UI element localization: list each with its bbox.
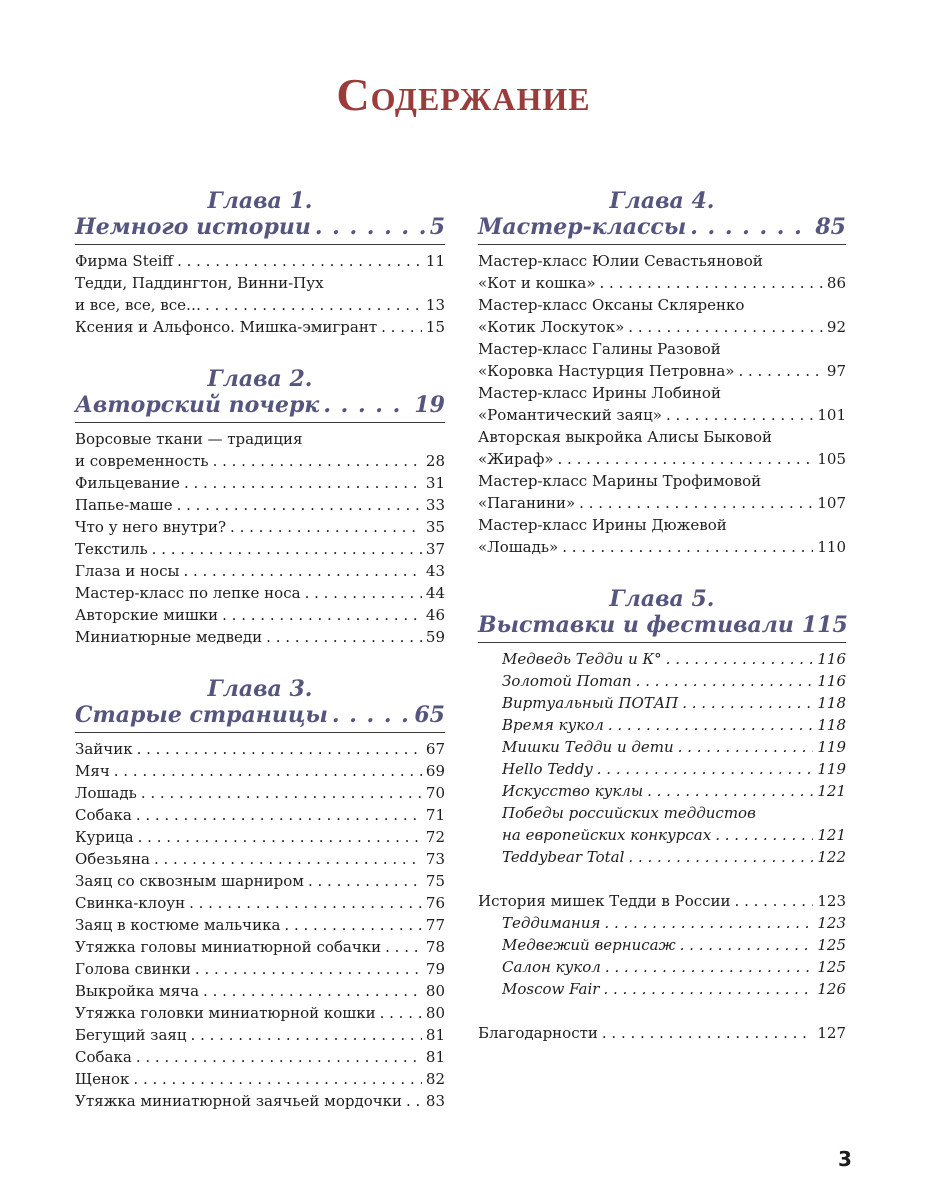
chapter-number: Глава 3. <box>207 676 313 702</box>
dot-leader <box>284 914 422 936</box>
entry-page: 44 <box>425 584 445 602</box>
entry-title: Hello Teddy <box>502 760 593 778</box>
chapter-title-row[interactable] <box>478 214 846 240</box>
toc-entry[interactable] <box>478 404 846 426</box>
dot-leader <box>562 536 813 558</box>
entry-title: Мяч <box>75 762 110 780</box>
toc-subentry[interactable] <box>478 780 846 802</box>
entry-page: 110 <box>817 538 846 556</box>
toc-entry[interactable] <box>75 250 445 272</box>
entry-title: Теддимания <box>502 914 601 932</box>
chapter-3 <box>75 676 445 1112</box>
toc-entry[interactable] <box>75 738 445 760</box>
toc-entry[interactable] <box>75 450 445 472</box>
toc-entry[interactable] <box>478 272 846 294</box>
chapter-page: 65 <box>414 702 445 728</box>
chapter-title: Мастер-классы <box>478 214 687 240</box>
chapter-1 <box>75 188 445 338</box>
toc-entry[interactable] <box>75 958 445 980</box>
toc-entry[interactable] <box>478 492 846 514</box>
chapter-divider <box>478 244 846 245</box>
chapter-page: 115 <box>801 612 848 638</box>
entry-page: 127 <box>817 1024 846 1042</box>
chapter-5 <box>478 586 846 868</box>
dot-leader <box>308 870 422 892</box>
dot-leader <box>183 560 421 582</box>
chapter-title: Выставки и фестивали <box>478 612 794 638</box>
toc-entry[interactable] <box>75 936 445 958</box>
entry-title: Текстиль <box>75 540 148 558</box>
chapter-title-row[interactable] <box>478 612 846 638</box>
dot-leader <box>138 826 422 848</box>
dot-leader <box>636 670 814 692</box>
entry-title-line1[interactable]: Авторская выкройка Алисы Быковой <box>478 428 772 446</box>
dot-leader <box>558 448 814 470</box>
entry-page: 46 <box>425 606 445 624</box>
entry-page: 126 <box>817 980 846 998</box>
entry-title: Заяц со сквозным шарниром <box>75 872 304 890</box>
entry-page: 105 <box>817 450 846 468</box>
entry-title: Собака <box>75 1048 132 1066</box>
chapter-page: 19 <box>414 392 445 418</box>
dot-leader <box>152 538 422 560</box>
toc-right-column <box>478 188 846 1044</box>
toc-entry[interactable] <box>478 890 846 912</box>
entry-title: Лошадь <box>75 784 137 802</box>
entry-page: 67 <box>425 740 445 758</box>
entry-page: 86 <box>826 274 846 292</box>
dot-leader <box>266 626 422 648</box>
dot-leader <box>154 848 422 870</box>
entry-page: 81 <box>425 1048 445 1066</box>
entry-title: «Коровка Настурция Петровна» <box>478 362 735 380</box>
dot-leader <box>133 1068 422 1090</box>
dot-leader <box>222 604 422 626</box>
entry-page: 37 <box>425 540 445 558</box>
toc-entry[interactable] <box>75 760 445 782</box>
entry-title-line1[interactable]: Ворсовые ткани — традиция <box>75 430 303 448</box>
toc-entry[interactable] <box>75 1090 445 1112</box>
entry-page: 77 <box>425 916 445 934</box>
dot-leader <box>385 936 422 958</box>
dot-leader <box>213 450 422 472</box>
entry-title: Зайчик <box>75 740 133 758</box>
entry-title: Собака <box>75 806 132 824</box>
chapter-title: Авторский почерк <box>75 392 320 418</box>
toc-subentry[interactable] <box>478 692 846 714</box>
entry-page: 118 <box>817 716 846 734</box>
dot-leader <box>738 360 822 382</box>
entry-title: Обезьяна <box>75 850 150 868</box>
chapter-number: Глава 4. <box>609 188 715 214</box>
toc-entry[interactable] <box>75 472 445 494</box>
history-section <box>478 890 846 1000</box>
entry-title-line1[interactable]: Мастер-класс Марины Трофимовой <box>478 472 762 490</box>
toc-entry[interactable] <box>75 1002 445 1024</box>
dot-leader <box>205 294 422 316</box>
toc-entry[interactable] <box>75 804 445 826</box>
entry-title: на европейских конкурсах <box>502 826 712 844</box>
chapter-divider <box>75 244 445 245</box>
dot-leader <box>315 214 426 240</box>
entry-page: 82 <box>425 1070 445 1088</box>
entry-title-line1[interactable]: Мастер-класс Оксаны Скляренко <box>478 296 745 314</box>
dot-leader <box>604 912 813 934</box>
dot-leader <box>189 892 422 914</box>
entry-page: 83 <box>425 1092 445 1110</box>
entry-title: Виртуальный ПОТАП <box>502 694 679 712</box>
toc-subentry[interactable] <box>478 934 846 956</box>
toc-entry[interactable] <box>75 870 445 892</box>
chapter-2 <box>75 366 445 648</box>
entry-page: 121 <box>817 826 846 844</box>
toc-entry[interactable] <box>75 848 445 870</box>
entry-title: Медвежий вернисаж <box>502 936 676 954</box>
entry-title: Заяц в костюме мальчика <box>75 916 281 934</box>
toc-subentry[interactable] <box>478 978 846 1000</box>
dot-leader <box>603 978 813 1000</box>
entry-title: «Лошадь» <box>478 538 559 556</box>
entry-page: 123 <box>817 892 846 910</box>
toc-entry[interactable] <box>75 560 445 582</box>
entry-page: 123 <box>817 914 846 932</box>
dot-leader <box>141 782 422 804</box>
entry-title: Свинка-клоун <box>75 894 186 912</box>
entry-page: 121 <box>817 782 846 800</box>
entry-page: 119 <box>817 738 846 756</box>
entry-title: Фирма Steiff <box>75 252 174 270</box>
dot-leader <box>380 1002 422 1024</box>
toc-entry[interactable] <box>75 892 445 914</box>
toc-entry[interactable] <box>478 536 846 558</box>
chapter-title: Старые страницы <box>75 702 328 728</box>
entry-title: Медведь Тедди и К° <box>502 650 662 668</box>
toc-subentry[interactable] <box>478 736 846 758</box>
dot-leader <box>678 736 814 758</box>
entry-page: 11 <box>425 252 445 270</box>
entry-page: 92 <box>826 318 846 336</box>
toc-entry[interactable] <box>75 494 445 516</box>
entry-title: и современность <box>75 452 209 470</box>
dot-leader <box>406 1090 422 1112</box>
chapter-divider <box>75 732 445 733</box>
dot-leader <box>666 404 813 426</box>
toc-entry[interactable] <box>75 782 445 804</box>
page-title: Содержание <box>336 69 591 120</box>
dot-leader <box>628 316 823 338</box>
dot-leader <box>136 804 422 826</box>
toc-subentry[interactable] <box>478 846 846 868</box>
dot-leader <box>715 824 813 846</box>
dot-leader <box>735 890 814 912</box>
dot-leader <box>579 492 813 514</box>
toc-subentry[interactable] <box>478 912 846 934</box>
toc-entry[interactable] <box>75 582 445 604</box>
entry-page: 116 <box>817 650 846 668</box>
entry-page: 97 <box>826 362 846 380</box>
entry-title: «Котик Лоскуток» <box>478 318 625 336</box>
entry-page: 78 <box>425 938 445 956</box>
entry-title: Что у него внутри? <box>75 518 227 536</box>
entry-title: Мишки Тедди и дети <box>502 738 674 756</box>
toc-entry[interactable] <box>75 1068 445 1090</box>
entry-page: 72 <box>425 828 445 846</box>
dot-leader <box>332 702 411 728</box>
entry-title: Выкройка мяча <box>75 982 200 1000</box>
entry-page: 35 <box>425 518 445 536</box>
chapter-divider <box>75 422 445 423</box>
entry-title: Благодарности <box>478 1024 598 1042</box>
chapter-title-row[interactable] <box>75 702 445 728</box>
entry-title: Салон кукол <box>502 958 601 976</box>
entry-page: 73 <box>425 850 445 868</box>
entry-page: 15 <box>425 318 445 336</box>
dot-leader <box>647 780 813 802</box>
dot-leader <box>680 934 814 956</box>
entry-page: 71 <box>425 806 445 824</box>
entry-title: Золотой Потап <box>502 672 632 690</box>
entry-page: 116 <box>817 672 846 690</box>
toc-entry[interactable] <box>75 1046 445 1068</box>
toc-entry[interactable] <box>478 316 846 338</box>
dot-leader <box>177 494 422 516</box>
entry-title: Авторские мишки <box>75 606 219 624</box>
chapter-number: Глава 1. <box>207 188 313 214</box>
dot-leader <box>230 516 422 538</box>
toc-entry[interactable] <box>75 516 445 538</box>
dot-leader <box>195 958 422 980</box>
toc-entry[interactable] <box>75 914 445 936</box>
dot-leader <box>602 1022 813 1044</box>
entry-title: Фильцевание <box>75 474 180 492</box>
entry-title: История мишек Тедди в России <box>478 892 731 910</box>
toc-subentry[interactable] <box>478 670 846 692</box>
entry-title: Голова свинки <box>75 960 191 978</box>
toc-entry[interactable] <box>75 1024 445 1046</box>
chapter-number: Глава 2. <box>207 366 313 392</box>
entry-title: Папье-маше <box>75 496 173 514</box>
entry-page: 75 <box>425 872 445 890</box>
entry-title-line1[interactable]: Мастер-класс Юлии Севастьяновой <box>478 252 763 270</box>
entry-title: Мастер-класс по лепке носа <box>75 584 301 602</box>
entry-page: 76 <box>425 894 445 912</box>
entry-title: Утяжка головки миниатюрной кошки <box>75 1004 376 1022</box>
toc-subentry[interactable] <box>478 758 846 780</box>
dot-leader <box>191 1024 422 1046</box>
entry-page: 13 <box>425 296 445 314</box>
dot-leader <box>628 846 813 868</box>
dot-leader <box>203 980 422 1002</box>
chapter-title-row[interactable] <box>75 392 445 418</box>
entry-page: 31 <box>425 474 445 492</box>
dot-leader <box>323 392 410 418</box>
entry-page: 125 <box>817 936 846 954</box>
toc-entry[interactable] <box>75 626 445 648</box>
toc-entry[interactable] <box>75 316 445 338</box>
toc-entry[interactable] <box>75 604 445 626</box>
entry-title: Время кукол <box>502 716 604 734</box>
entry-page: 28 <box>425 452 445 470</box>
chapter-number: Глава 5. <box>609 586 715 612</box>
dot-leader <box>600 272 823 294</box>
entry-title: Искусство куклы <box>502 782 644 800</box>
entry-title: Щенок <box>75 1070 130 1088</box>
dot-leader <box>136 1046 422 1068</box>
entry-title: «Жираф» <box>478 450 554 468</box>
entry-page: 81 <box>425 1026 445 1044</box>
entry-title-line1[interactable]: Мастер-класс Ирины Лобиной <box>478 384 721 402</box>
entry-page: 119 <box>817 760 846 778</box>
dot-leader <box>682 692 813 714</box>
entry-page: 59 <box>425 628 445 646</box>
entry-page: 70 <box>425 784 445 802</box>
entry-title-line1[interactable]: Мастер-класс Ирины Дюжевой <box>478 516 727 534</box>
toc-entry[interactable] <box>75 980 445 1002</box>
entry-title: Миниатюрные медведи <box>75 628 263 646</box>
toc-entry[interactable] <box>75 826 445 848</box>
chapter-page: 85 <box>815 214 846 240</box>
dot-leader <box>137 738 422 760</box>
chapter-divider <box>478 642 846 643</box>
entry-page: 107 <box>817 494 846 512</box>
entry-title-line1[interactable]: Победы российских теддистов <box>502 804 756 822</box>
toc-left-column <box>75 188 445 1112</box>
toc-entry[interactable] <box>75 294 445 316</box>
page-number: 3 <box>838 1147 852 1171</box>
toc-subentry[interactable] <box>478 824 846 846</box>
toc-subentry[interactable] <box>478 956 846 978</box>
entry-title: Курица <box>75 828 134 846</box>
entry-page: 80 <box>425 982 445 1000</box>
toc-subentry[interactable] <box>478 714 846 736</box>
dot-leader <box>605 956 814 978</box>
entry-title: «Паганини» <box>478 494 576 512</box>
dot-leader <box>184 472 422 494</box>
dot-leader <box>666 648 814 670</box>
entry-title: Moscow Fair <box>502 980 600 998</box>
entry-page: 125 <box>817 958 846 976</box>
dot-leader <box>608 714 814 736</box>
entry-title: и все, все, все… <box>75 296 202 314</box>
entry-page: 118 <box>817 694 846 712</box>
entry-title: Бегущий заяц <box>75 1026 187 1044</box>
dot-leader <box>690 214 811 240</box>
chapter-page: 5 <box>429 214 445 240</box>
chapter-4 <box>478 188 846 558</box>
dot-leader <box>597 758 814 780</box>
entry-title: Teddybear Total <box>502 848 625 866</box>
entry-title-line1[interactable]: Мастер-класс Галины Разовой <box>478 340 721 358</box>
toc-subentry[interactable] <box>478 648 846 670</box>
entry-page: 122 <box>817 848 846 866</box>
entry-page: 80 <box>425 1004 445 1022</box>
chapter-title-row[interactable] <box>75 214 445 240</box>
chapter-title: Немного истории <box>75 214 311 240</box>
entry-title: Утяжка головы миниатюрной собачки <box>75 938 382 956</box>
entry-title: Глаза и носы <box>75 562 180 580</box>
entry-title: «Кот и кошка» <box>478 274 596 292</box>
entry-title-line1[interactable]: Тедди, Паддингтон, Винни-Пух <box>75 274 324 292</box>
dot-leader <box>177 250 422 272</box>
entry-page: 33 <box>425 496 445 514</box>
toc-entry[interactable] <box>75 538 445 560</box>
toc-entry[interactable] <box>478 448 846 470</box>
entry-page: 43 <box>425 562 445 580</box>
dot-leader <box>305 582 422 604</box>
entry-title: Утяжка миниатюрной заячьей мордочки <box>75 1092 403 1110</box>
entry-page: 79 <box>425 960 445 978</box>
entry-title: «Романтический заяц» <box>478 406 662 424</box>
entry-title: Ксения и Альфонсо. Мишка-эмигрант <box>75 318 378 336</box>
entry-page: 69 <box>425 762 445 780</box>
entry-page: 101 <box>817 406 846 424</box>
dot-leader <box>381 316 422 338</box>
dot-leader <box>114 760 422 782</box>
thanks-entry[interactable] <box>478 1022 846 1044</box>
toc-entry[interactable] <box>478 360 846 382</box>
